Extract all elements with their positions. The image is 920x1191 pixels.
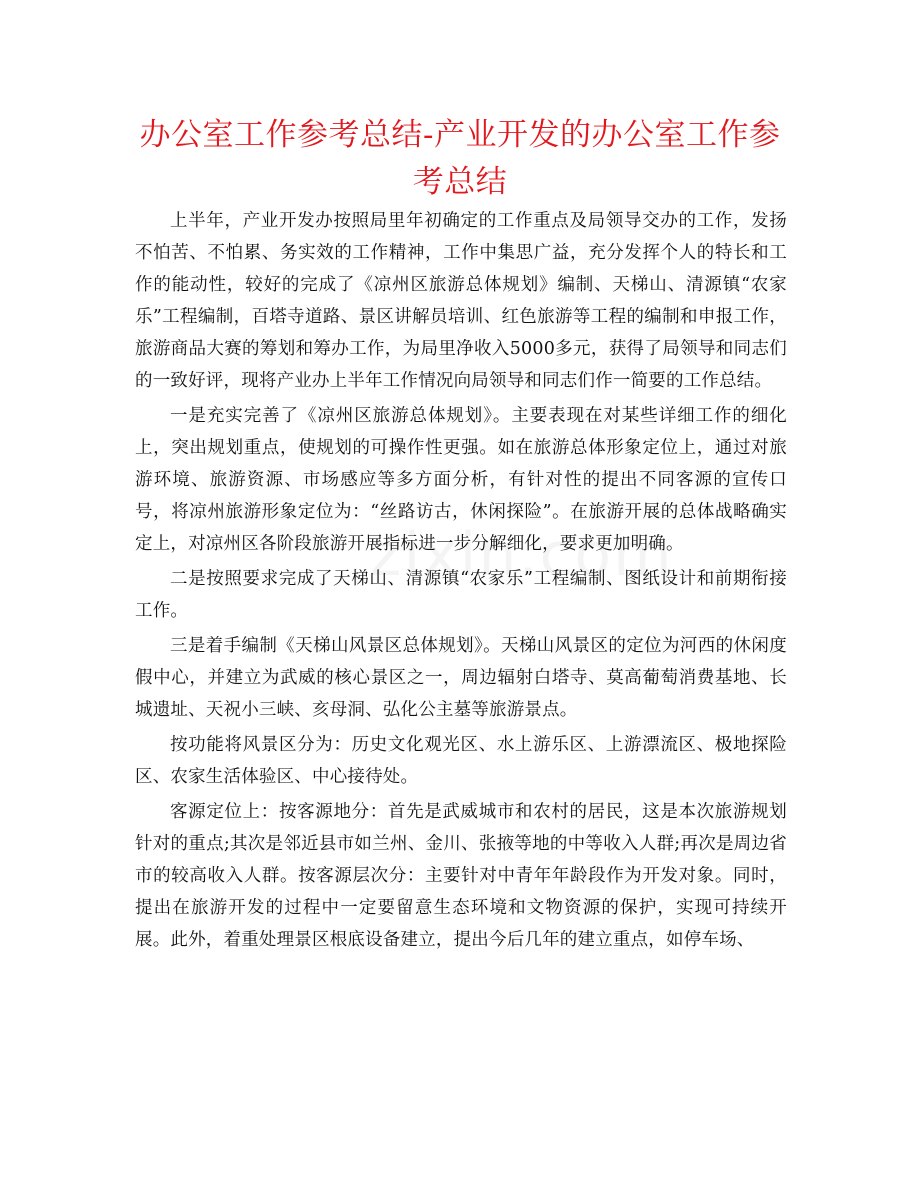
paragraph-item-three: 三是着手编制《天梯山风景区总体规划》。天梯山风景区的定位为河西的休闲度假中心，并建立为武威的核心景区之一，周边辐射白塔寺、莫高葡萄消费基地、长城遗址、天祝小三峡、亥母洞、弘化公主墓等旅游景点。 xyxy=(135,636,787,720)
paragraph-item-two: 二是按照要求完成了天梯山、清源镇“农家乐”工程编制、图纸设计和前期衔接工作。 xyxy=(135,569,787,621)
document-title: 办公室工作参考总结-产业开发的办公室工作参考总结 xyxy=(139,117,781,200)
paragraph-summary-intro: 上半年，产业开发办按照局里年初确定的工作重点及局领导交办的工作，发扬不怕苦、不怕累、务实效的工作精神，工作中集思广益，充分发挥个人的特长和工作的能动性，较好的完成了《凉州区旅游总体规划》编制、天梯山、清源镇“农家乐”工程编制，百塔寺道路、景区讲解员培训、红色旅游等工程的编制和申报工作，旅游商品大赛的筹划和筹办工作，为局里净收入5000多元，获得了局领导和同志们的一致好评，现将产业办上半年工作情况向局领导和同志们作一简要的工作总结。 xyxy=(135,211,787,391)
paragraph-functional-zones: 按功能将风景区分为：历史文化观光区、水上游乐区、上游漂流区、极地探险区、农家生活体验区、中心接待处。 xyxy=(135,735,787,787)
paragraph-item-one: 一是充实完善了《凉州区旅游总体规划》。主要表现在对某些详细工作的细化上，突出规划重点，使规划的可操作性更强。如在旅游总体形象定位上，通过对旅游环境、旅游资源、市场感应等多方面分析，有针对性的提出不同客源的宣传口号，将凉州旅游形象定位为：“丝路访古，休闲探险”。在旅游开展的总体战略确实定上，对凉州区各阶段旅游开展指标进一步分解细化，要求更加明确。 xyxy=(135,406,787,554)
document-body xyxy=(135,205,787,959)
paragraph-market-positioning: 客源定位上：按客源地分：首先是武威城市和农村的居民，这是本次旅游规划针对的重点;其次是邻近县市如兰州、金川、张掖等地的中等收入人群;再次是周边省市的较高收入人群。按客源层次分：主要针对中青年年龄段作为开发对象。同时，提出在旅游开发的过程中一定要留意生态环境和文物资源的保护，实现可持续开展。此外，着重处理景区根底设备建立，提出今后几年的建立重点，如停车场、 xyxy=(135,802,787,950)
